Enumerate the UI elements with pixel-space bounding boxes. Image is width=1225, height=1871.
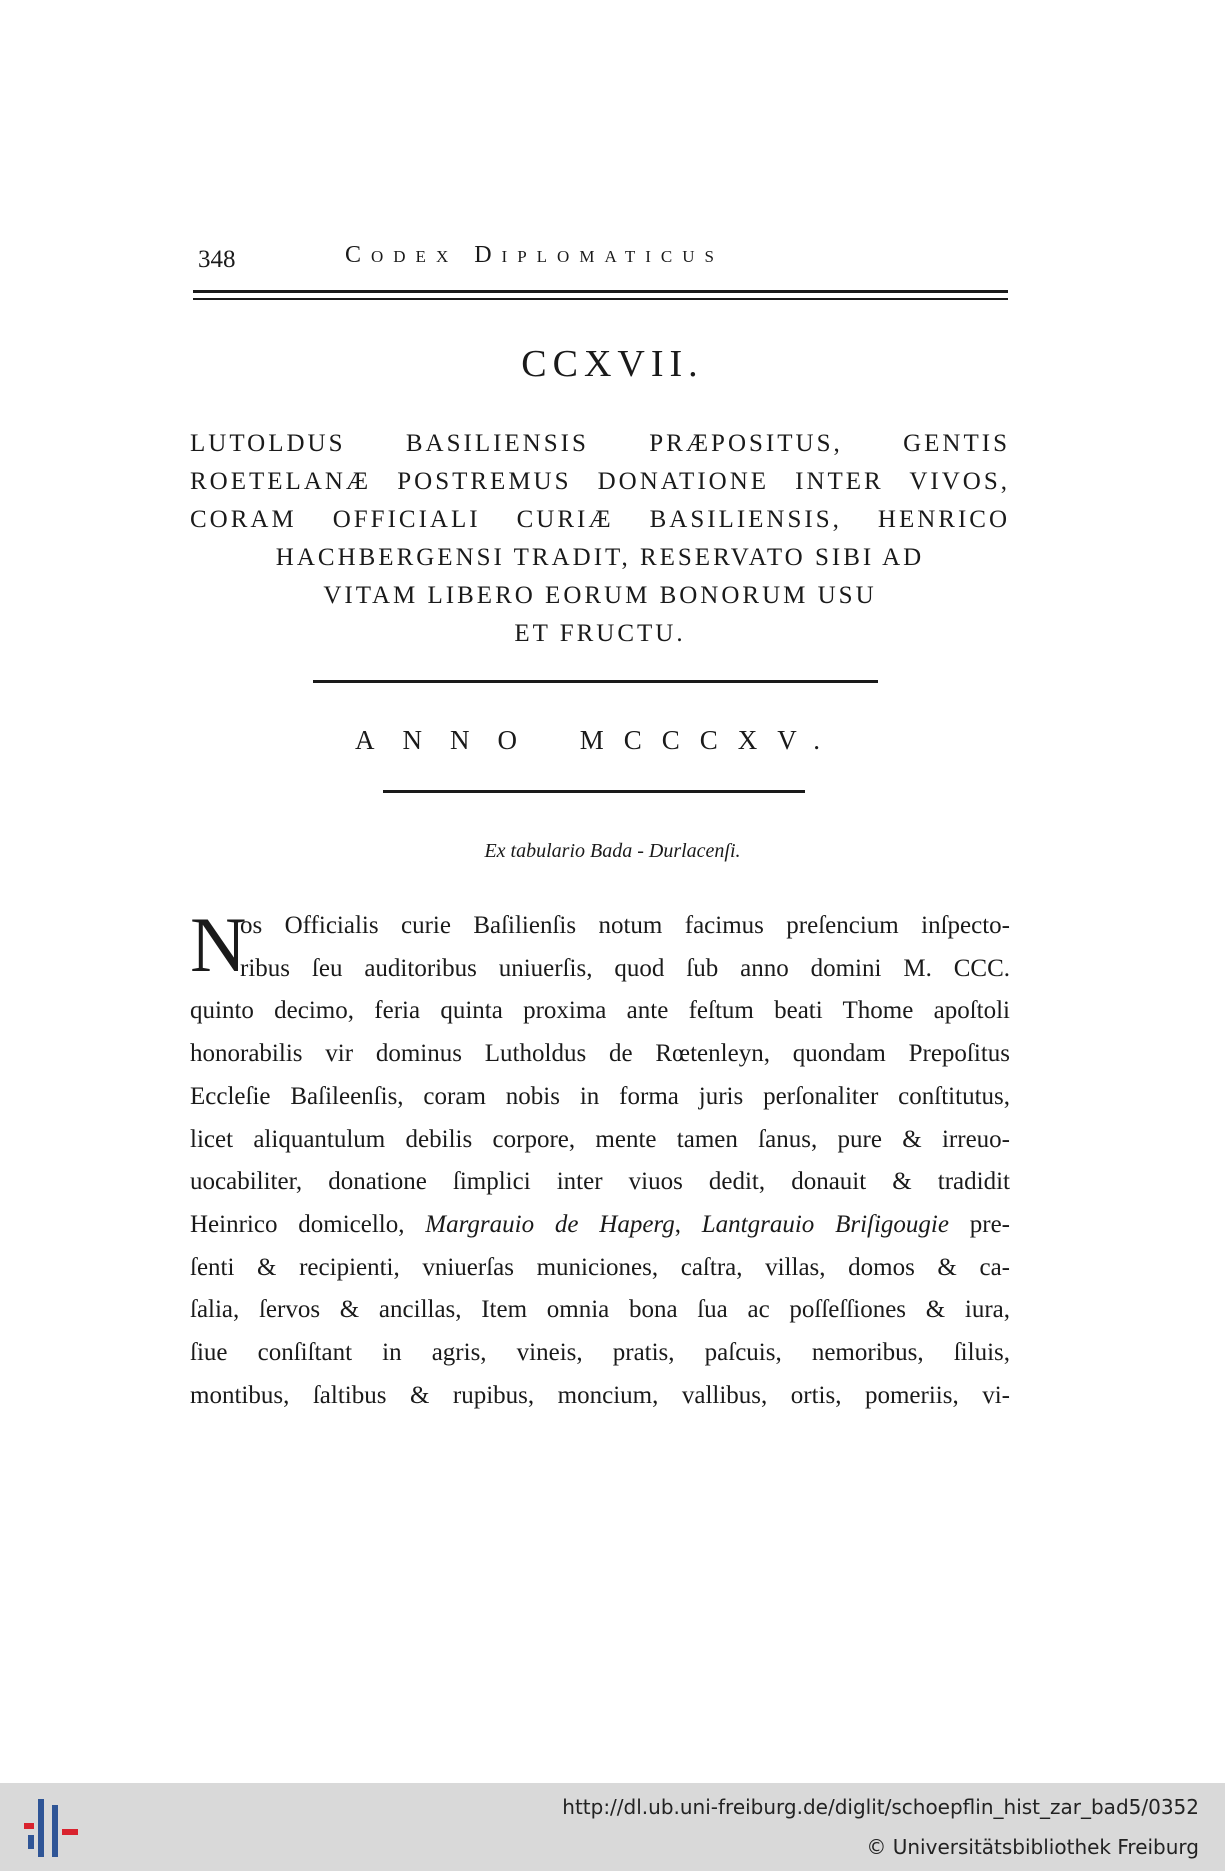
text-line: uocabiliter, donatione ſimplici inter viuos dedit, donauit & tradidit xyxy=(190,1168,1010,1196)
text-line: montibus, ſaltibus & rupibus, moncium, vallibus, ortis, pomeriis, vi- xyxy=(190,1381,1010,1409)
text-segment: Heinrico domicello, xyxy=(190,1210,426,1238)
summary-line: CORAM OFFICIALI CURIÆ BASILIENSIS, HENRICO xyxy=(190,506,1010,533)
charter-year xyxy=(355,725,840,756)
running-head xyxy=(193,240,1008,274)
text-line: licet aliquantulum debilis corpore, mente tamen ſanus, pure & irreuo- xyxy=(190,1125,1010,1153)
summary-line: LUTOLDUS BASILIENSIS PRÆPOSITUS, GENTIS xyxy=(190,430,1010,457)
text-line: quinto decimo, feria quinta proxima ante feſtum beati Thome apoſtoli xyxy=(190,997,1010,1025)
summary-line: VITAM LIBERO EORUM BONORUM USU xyxy=(323,582,877,609)
section-rule xyxy=(313,680,878,683)
summary-line: ROETELANÆ POSTREMUS DONATIONE INTER VIVOS, xyxy=(190,468,1010,495)
text-line: ſalia, ſervos & ancillas, Item omnia bona ſua ac poſſeſſiones & iura, xyxy=(190,1296,1010,1324)
summary-line: HACHBERGENSI TRADIT, RESERVATO SIBI AD xyxy=(275,544,925,571)
text-line: honorabilis vir dominus Lutholdus de Rœtenleyn, quondam Prepoſitus xyxy=(190,1040,1010,1068)
text-line: ſenti & recipienti, vniuerſas municiones, caſtra, villas, domos & ca- xyxy=(190,1253,1010,1281)
charter-number: CCXVII. xyxy=(521,343,704,385)
drop-cap: N xyxy=(190,901,247,988)
year-numeral: MCCCXV. xyxy=(579,725,840,755)
section-rule xyxy=(383,790,805,793)
page-number: 348 xyxy=(198,246,236,273)
italic-name: Lantgrauio Briſigougie xyxy=(701,1210,949,1238)
running-title: Codex Diplomaticus xyxy=(345,242,724,268)
header-double-rule xyxy=(193,290,1008,302)
viewer-footer xyxy=(0,1783,1225,1871)
archive-source: Ex tabulario Bada - Durlacenſi. xyxy=(484,840,741,862)
charter-summary xyxy=(190,425,1010,653)
year-word: ANNO xyxy=(355,725,545,755)
text-line xyxy=(190,1204,1010,1247)
text-line: os Officialis curie Baſilienſis notum facimus preſencium inſpecto- xyxy=(240,912,1010,939)
summary-line: ET FRUCTU. xyxy=(514,620,686,647)
text-segment: , xyxy=(674,1210,702,1238)
charter-text xyxy=(190,901,1011,1417)
copyright-notice: © Universitätsbibliothek Freiburg xyxy=(866,1835,1199,1859)
text-line: ſiue conſiſtant in agris, vineis, pratis, paſcuis, nemoribus, ſiluis, xyxy=(190,1339,1010,1367)
university-library-logo-icon xyxy=(22,1795,84,1861)
text-line: ribus ſeu auditoribus uniuerſis, quod ſub anno domini M. CCC. xyxy=(240,954,1010,982)
source-url-link[interactable]: http://dl.ub.uni-freiburg.de/diglit/schoepflin_hist_zar_bad5/0352 xyxy=(562,1795,1199,1819)
text-line: Eccleſie Baſileenſis, coram nobis in forma juris perſonaliter conſtitutus, xyxy=(190,1082,1010,1110)
text-segment: pre- xyxy=(948,1210,1011,1238)
italic-name: Margrauio de Haperg xyxy=(425,1210,675,1238)
